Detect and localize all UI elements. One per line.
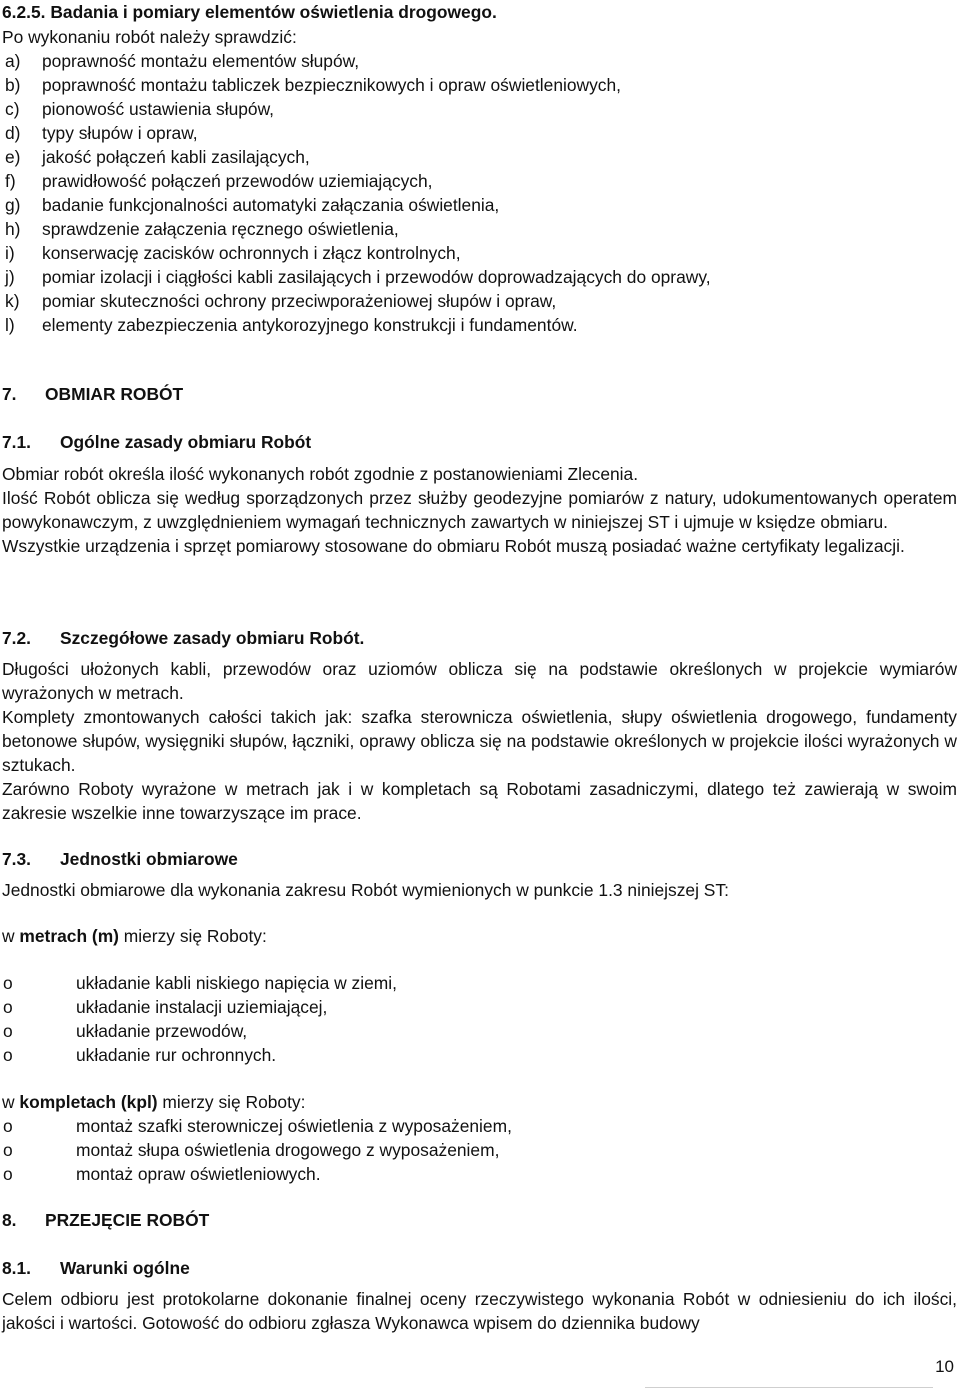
section-number: 7.2. (2, 628, 32, 648)
list-item (2, 1138, 958, 1162)
section-title: Jednostki obmiarowe (60, 849, 238, 869)
bullet-icon: o (3, 1140, 13, 1160)
list-item-text: montaż opraw oświetleniowych. (76, 1164, 321, 1184)
section-number: 8.1. (2, 1258, 32, 1278)
list-item-text: elementy zabezpieczenia antykorozyjnego konstrukcji i fundamentów. (42, 315, 578, 335)
list-item-text: poprawność montażu tabliczek bezpiecznikowych i opraw oświetleniowych, (42, 75, 622, 95)
list-item-text: układanie instalacji uziemiającej, (76, 997, 328, 1017)
metry-suffix: mierzy się Roboty: (118, 926, 267, 946)
paragraph: Wszystkie urządzenia i sprzęt pomiarowy stosowane do obmiaru Robót muszą posiadać ważne certyfikaty legalizacji. (2, 536, 905, 556)
section-heading (2, 626, 958, 650)
list-item-label: e) (5, 147, 21, 167)
bullet-icon: o (3, 1116, 13, 1136)
list-item (2, 971, 958, 995)
section-7-3 (2, 847, 958, 1186)
paragraph: Jednostki obmiarowe dla wykonania zakresu Robót wymienionych w punkcie 1.3 niniejszej ST: (2, 880, 729, 900)
paragraph: Zarówno Roboty wyrażone w metrach jak i w kompletach są Robotami zasadniczymi, dlatego też zawierają w swoim zakresie wszelkie inne towarzyszące im prace. (2, 779, 957, 823)
metry-prefix: w (2, 926, 20, 946)
list-item (2, 193, 958, 217)
bullet-icon: o (3, 997, 13, 1017)
section-8-1 (2, 1256, 958, 1335)
list-item (2, 1043, 958, 1067)
list-item-label: b) (5, 75, 21, 95)
list-item (2, 313, 958, 337)
list-item-label: j) (5, 267, 15, 287)
section-heading: 6.2.5. Badania i pomiary elementów oświetlenia drogowego. (2, 2, 497, 22)
list-item-text: sprawdzenie załączenia ręcznego oświetlenia, (42, 219, 399, 239)
kpl-suffix: mierzy się Roboty: (157, 1092, 306, 1112)
section-title: Ogólne zasady obmiaru Robót (60, 432, 312, 452)
kpl-unit: kompletach (kpl) (19, 1092, 158, 1112)
list-item-text: prawidłowość połączeń przewodów uziemiających, (42, 171, 433, 191)
list-item-label: g) (5, 195, 21, 215)
paragraph: Komplety zmontowanych całości takich jak: szafka sterownicza oświetlenia, słupy oświetlenia drogowego, fundamenty betonowe słupów, wysięgniki słupów, łączniki, oprawy oblicza się na podstawie określonych w projekcie ilości wyrażonych w sztukach. (2, 707, 957, 775)
metry-list (2, 971, 958, 1067)
list-item (2, 169, 958, 193)
list-item (2, 73, 958, 97)
list-item-text: montaż szafki sterowniczej oświetlenia z wyposażeniem, (76, 1116, 512, 1136)
list-item-text: montaż słupa oświetlenia drogowego z wyposażeniem, (76, 1140, 500, 1160)
list-item-text: układanie rur ochronnych. (76, 1045, 277, 1065)
list-item-text: pomiar skuteczności ochrony przeciwporażeniowej słupów i opraw, (42, 291, 557, 311)
list-item-text: typy słupów i opraw, (42, 123, 198, 143)
paragraph: Długości ułożonych kabli, przewodów oraz uziomów oblicza się na podstawie określonych w projekcie wymiarów wyrażonych w metrach. (2, 659, 957, 703)
paragraph: Obmiar robót określa ilość wykonanych robót zgodnie z postanowieniami Zlecenia. (2, 464, 639, 484)
section-title: PRZEJĘCIE ROBÓT (45, 1210, 210, 1230)
list-item-label: f) (5, 171, 16, 191)
list-item-text: konserwację zacisków ochronnych i złącz kontrolnych, (42, 243, 461, 263)
section-heading (2, 847, 958, 871)
list-item (2, 97, 958, 121)
section-heading (2, 1256, 958, 1280)
section-7-2 (2, 626, 958, 825)
list-item (2, 217, 958, 241)
section-number: 7.1. (2, 432, 32, 452)
list-item-text: układanie przewodów, (76, 1021, 248, 1041)
section-number: 7. (2, 384, 17, 404)
list-item (2, 145, 958, 169)
list-item (2, 1162, 958, 1186)
page-number: 10 (935, 1357, 954, 1376)
list-item-label: k) (5, 291, 20, 311)
list-item-text: pomiar izolacji i ciągłości kabli zasilających i przewodów doprowadzających do oprawy, (42, 267, 711, 287)
list-item (2, 49, 958, 73)
list-item-text: pionowość ustawienia słupów, (42, 99, 275, 119)
section-heading (2, 430, 958, 454)
bullet-icon: o (3, 1045, 13, 1065)
section-title: OBMIAR ROBÓT (45, 384, 184, 404)
section-6-2-5 (2, 0, 958, 337)
list-item-text: jakość połączeń kabli zasilających, (42, 147, 310, 167)
metry-unit: metrach (m) (19, 926, 119, 946)
list-item-label: d) (5, 123, 21, 143)
intro-text: Po wykonaniu robót należy sprawdzić: (2, 27, 297, 47)
section-title: Szczegółowe zasady obmiaru Robót. (60, 628, 365, 648)
list-item (2, 1114, 958, 1138)
kpl-intro (2, 1090, 958, 1114)
section-number: 7.3. (2, 849, 32, 869)
bullet-icon: o (3, 1164, 13, 1184)
list-item (2, 289, 958, 313)
kpl-list (2, 1114, 958, 1186)
kpl-prefix: w (2, 1092, 20, 1112)
footer-divider (645, 1387, 933, 1388)
list-item (2, 121, 958, 145)
list-item-label: i) (5, 243, 15, 263)
list-item (2, 265, 958, 289)
section-8-heading (2, 1208, 209, 1232)
list-item-label: c) (5, 99, 20, 119)
list-item-text: poprawność montażu elementów słupów, (42, 51, 360, 71)
list-item (2, 241, 958, 265)
list-item-text: układanie kabli niskiego napięcia w ziemi, (76, 973, 397, 993)
list-item-label: a) (5, 51, 21, 71)
paragraph: Celem odbioru jest protokolarne dokonanie finalnej oceny rzeczywistego wykonania Robót w odniesieniu do ich ilości, jakości i wartości. Gotowość do odbioru zgłasza Wykonawca wpisem do dziennika budowy (2, 1289, 957, 1333)
bullet-icon: o (3, 1021, 13, 1041)
check-list (2, 49, 958, 337)
section-number: 8. (2, 1210, 17, 1230)
section-title: Warunki ogólne (60, 1258, 190, 1278)
bullet-icon: o (3, 973, 13, 993)
list-item-label: l) (5, 315, 15, 335)
section-7-1 (2, 430, 958, 558)
list-item (2, 1019, 958, 1043)
list-item-text: badanie funkcjonalności automatyki załączania oświetlenia, (42, 195, 500, 215)
paragraph: Ilość Robót oblicza się według sporządzonych przez służby geodezyjne pomiarów z natury, udokumentowanych operatem powykonawczym, z uwzględnieniem wymagań technicznych zawartych w niniejszej ST i ujmuje w księdze obmiaru. (2, 488, 957, 532)
list-item-label: h) (5, 219, 21, 239)
list-item (2, 995, 958, 1019)
section-7-heading (2, 382, 183, 406)
metry-intro (2, 924, 958, 948)
